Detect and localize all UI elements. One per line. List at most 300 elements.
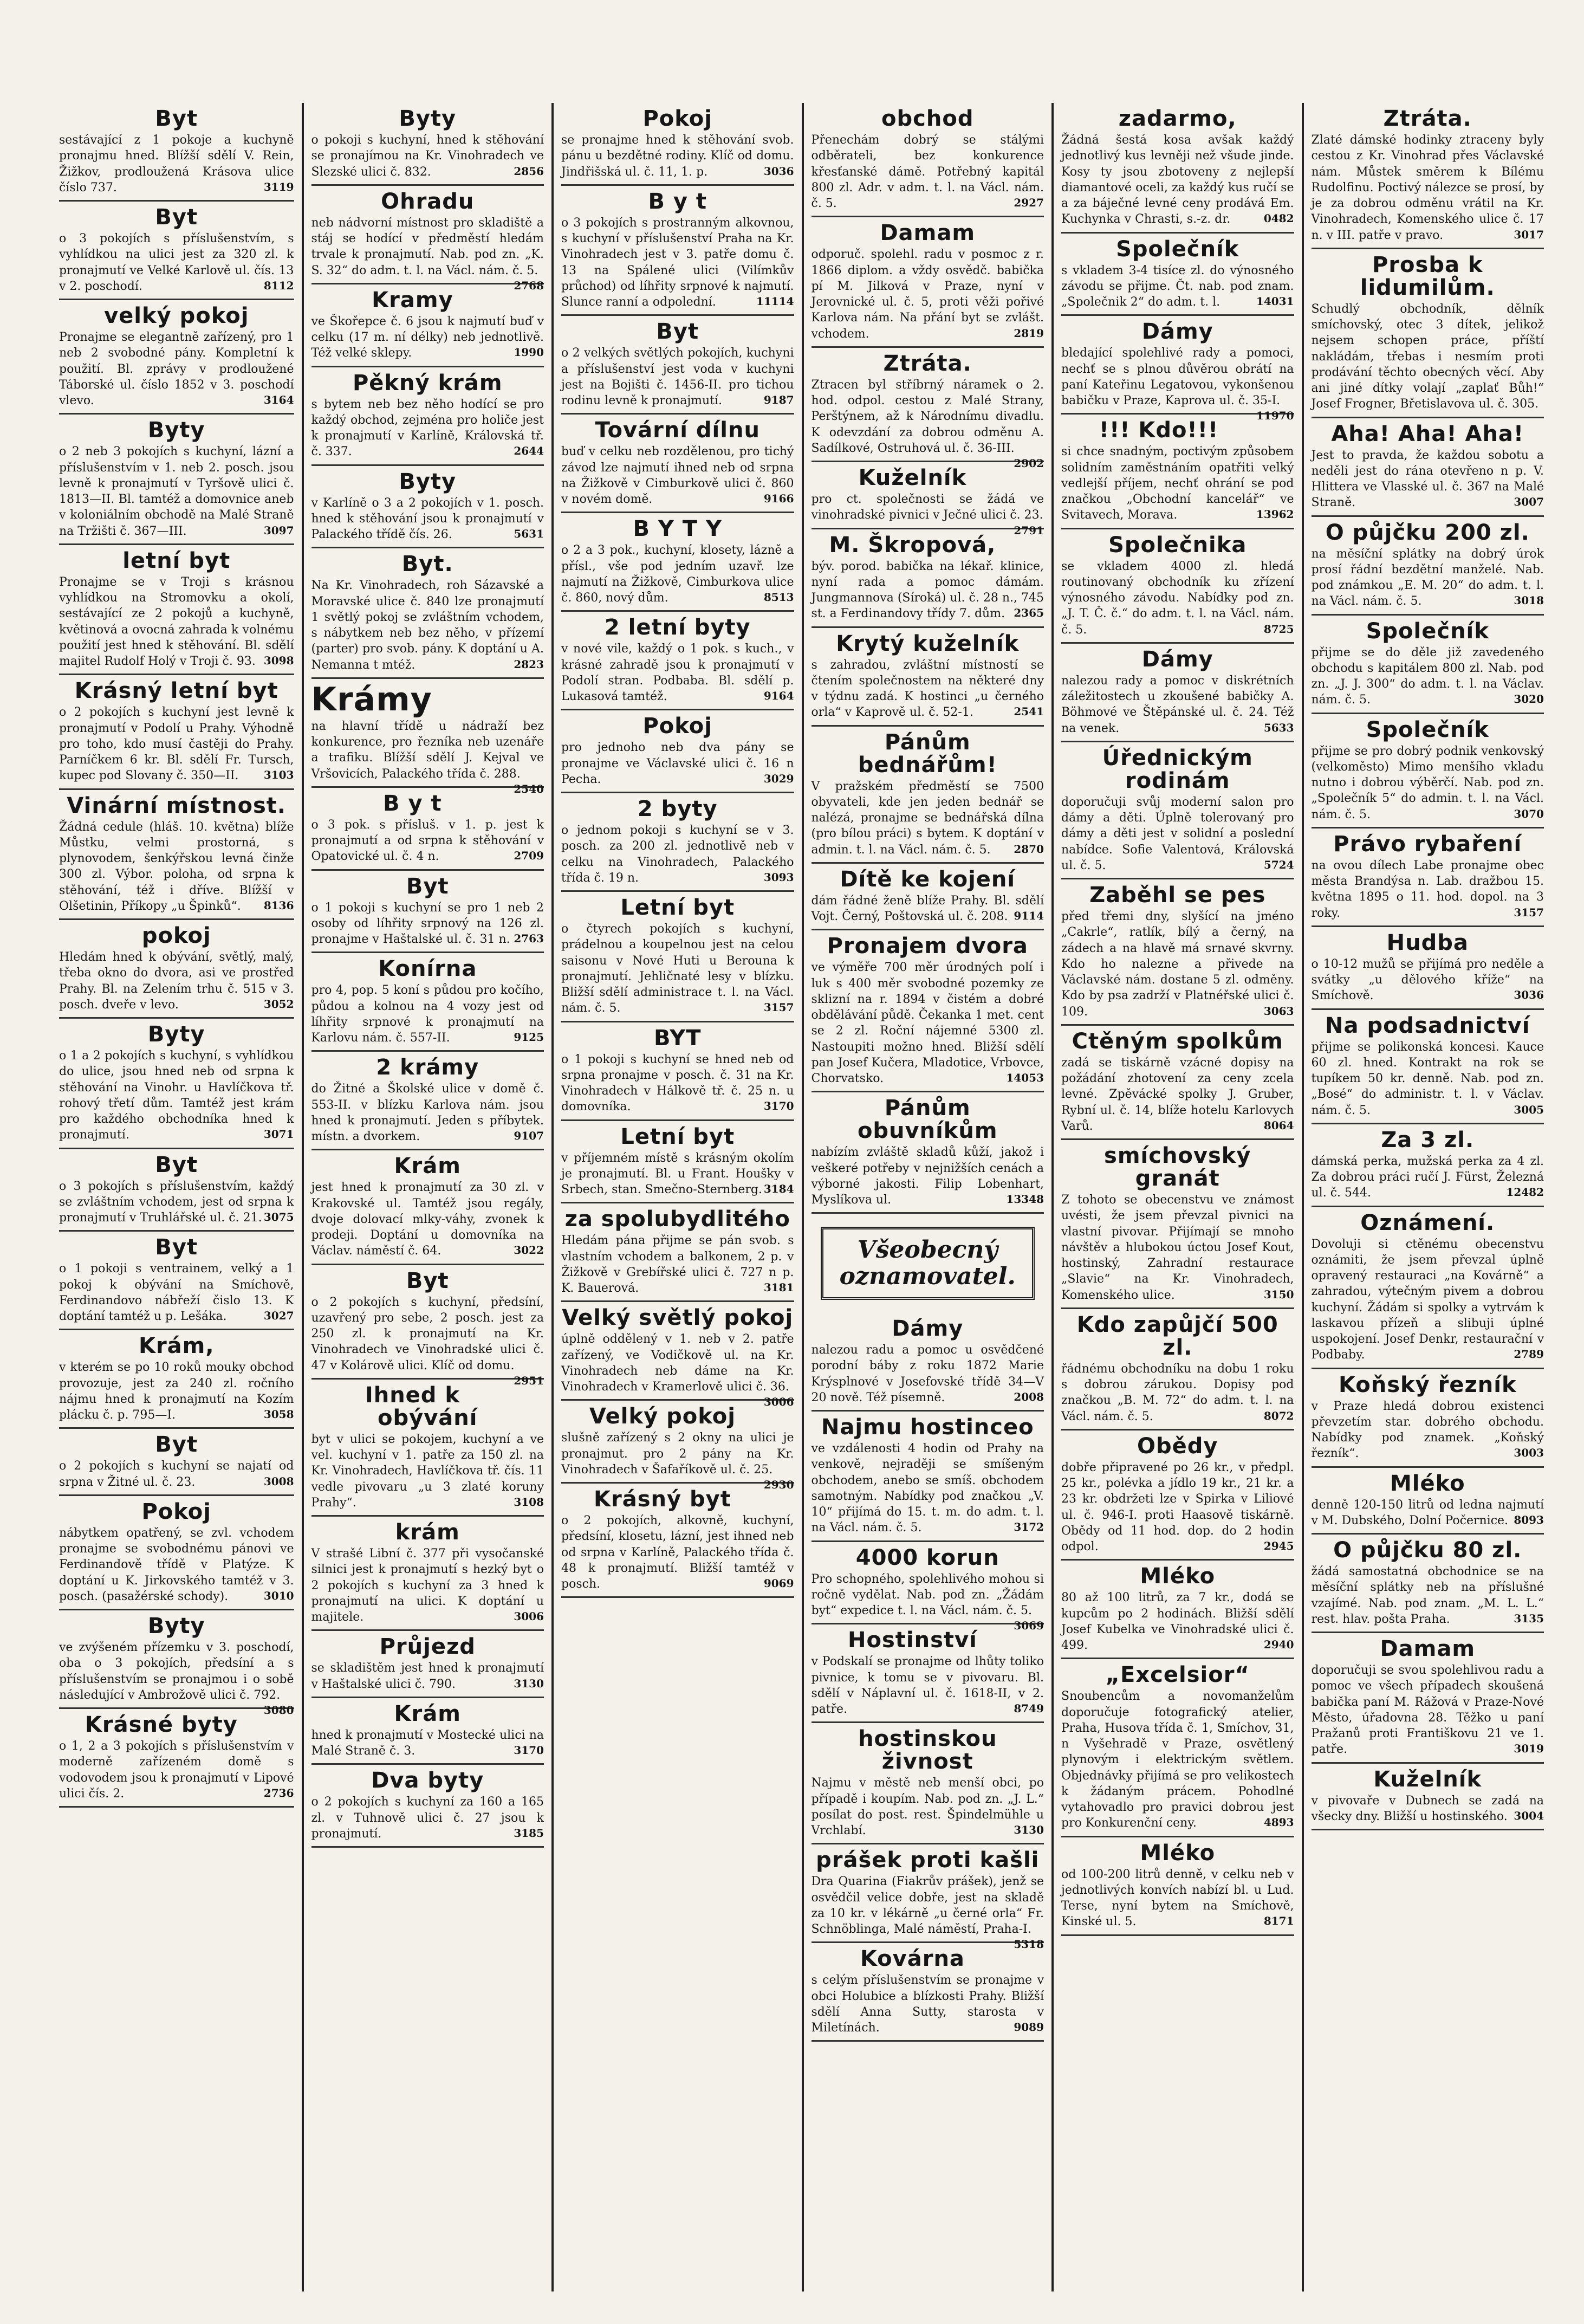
ad-title: Kovárna (860, 1946, 965, 1972)
ad-title: Krámy (311, 680, 432, 718)
classified-ad (59, 300, 294, 415)
classified-ad (1312, 1535, 1544, 1633)
classified-ad (561, 612, 794, 710)
ad-text (561, 215, 794, 310)
ad-title: Byt. (401, 552, 453, 577)
ad-title: Krásné byty (85, 1712, 238, 1737)
ad-code: 0482 (1263, 212, 1294, 225)
ad-title: Průjezd (379, 1634, 476, 1660)
classified-ad (561, 103, 794, 186)
ad-title: Pánům obuvníkům (857, 1096, 998, 1144)
ad-title: M. Škropová, (829, 532, 996, 558)
ad-code: 2945 (1263, 1539, 1294, 1552)
ad-body: o čtyrech pokojích s kuchyní, prádelnou a koupelnou jest na celou saisonu v Nové Huti u Berouna k pronajmutí. Jehličnaté lesy v blízku. Bližší sdělí administrace t. l. na Václ. nám. č. 5. (561, 922, 794, 1015)
ad-text (311, 982, 544, 1046)
ad-text (311, 1794, 544, 1842)
ads-columns (51, 103, 1551, 2291)
ad-text (59, 1738, 294, 1802)
ad-code: 3170 (763, 1099, 794, 1113)
ad-code: 9089 (1014, 2021, 1044, 2034)
classified-ad (561, 892, 794, 1022)
ad-title: Ctěným spolkům (1072, 1028, 1283, 1054)
ad-text (561, 823, 794, 886)
ad-text (561, 1331, 794, 1409)
ad-text (1061, 1055, 1294, 1134)
classified-ad (311, 186, 544, 292)
ad-body: Pronajme se v Troji s krásnou vyhlídkou na Stromovku a okolí, sestávající ze 2 pokojů a kuchyně, květinová a ovocná zahrada k volnému použití jest hned k stěhování. Bl. sdělí majitel Rudolf Holý v Troji č. 93. (59, 575, 294, 668)
ad-body: Z tohoto se obecenstvu ve známost uvésti, že jsem převzal pivnici na vlastní pivovar. Přijímají se mnoho návštěv a hlubokou úctou Josef Kout, hostinský, Zahradní restaurace „Slavie“ na Kr. Vinohradech, Komenského ulice. (1061, 1193, 1294, 1302)
ad-text (1312, 132, 1544, 243)
classified-ad (1312, 418, 1544, 517)
ad-code: 8513 (763, 591, 794, 604)
ads-column-2 (302, 103, 552, 2291)
ad-body: nábytkem opatřený, se zvl. vchodem pronajme se svobodnému pánovi ve Ferdinandově třídě v Platýze. K doptání u K. Jirkovského tamtéž v 3. posch. (pasažérské schody). (59, 1526, 294, 1603)
ad-body: sestávající z 1 pokoje a kuchyně pronajmu hned. Blížší sdělí V. Rein, Žižkov, prodloužená Krásova ulice číslo 737. (59, 133, 294, 195)
ad-text (1312, 1497, 1544, 1529)
classified-ad (1061, 1430, 1294, 1561)
ad-code: 3130 (1014, 1823, 1044, 1837)
ad-body: o 3 pok. s přísluš. v 1. p. jest k pronajmutí a od srpna k stěhování v Opatovické ul. č. 4 n. (311, 818, 544, 864)
ad-body: buď v celku neb rozdělenou, pro tichý závod lze najmutí ihned neb od srpna na Žižkově v Cimburkově ulici č. 860 v novém domě. (561, 445, 794, 506)
ad-title: Damam (880, 221, 976, 246)
classified-ad (1061, 742, 1294, 879)
classified-ad (59, 1232, 294, 1330)
ad-text (1061, 1688, 1294, 1831)
ad-text (561, 542, 794, 606)
ad-body: se pronajme hned k stěhování svob. pánu u bezdětné rodiny. Klíč od domu. Jindřišská ul. č. 11, 1. p. (561, 133, 794, 179)
classified-ad (1061, 644, 1294, 742)
ad-code: 2709 (514, 849, 544, 863)
ad-title: B y t (383, 791, 442, 816)
ad-body: na ovou dílech Labe pronajme obec města Brandýsa n. Lab. dražbou 15. května 1895 o 11. hod. dopol. na 3 roky. (1311, 858, 1544, 920)
ad-code: 2008 (1014, 1390, 1044, 1403)
ad-text (59, 329, 294, 409)
classified-ad (1312, 103, 1544, 249)
ad-text (311, 1081, 544, 1144)
ad-title: Hudba (1386, 930, 1469, 955)
classified-ad (561, 1022, 794, 1121)
ad-text (561, 1233, 794, 1296)
ad-code: 13348 (1006, 1193, 1044, 1206)
classified-ad (1061, 879, 1294, 1026)
ad-text (1061, 673, 1294, 736)
classified-ad (311, 103, 544, 186)
ad-body: Hledám hned k obývání, světlý, malý, třeba okno do dvora, asi ve prostřed Prahy. Bl. na Zelením trhu č. 515 v 3. posch. dveře v levo. (59, 950, 294, 1012)
ad-body: v příjemném místě s krásným okolím je pronajmutí. Bl. u Frant. Houšky v Srbech, stan. Smečno-Sternberg. (561, 1151, 794, 1196)
ad-text (1312, 1237, 1544, 1363)
classified-ad (311, 466, 544, 549)
classified-ad (561, 1484, 794, 1598)
ad-code: 2951 (514, 1374, 544, 1387)
ad-code: 3029 (763, 772, 794, 785)
ad-title: O půjčku 200 zl. (1325, 520, 1530, 545)
ad-text (311, 1294, 544, 1387)
classified-ad (1312, 1764, 1544, 1831)
ad-title: zadarmo, (1118, 106, 1237, 131)
ad-title: „Excelsior“ (1105, 1662, 1250, 1688)
ad-text (59, 1458, 294, 1490)
ad-body: doporučuji svůj moderní salon pro dámy a děti. Úplně tolerovaný pro dámy a děti jest v solidní a poslední nabídce. Sofie Valentová, Královská ul. č. 5. (1061, 795, 1294, 872)
classified-ad (311, 1698, 544, 1765)
classified-ad (1312, 1124, 1544, 1207)
ad-code: 3071 (263, 1128, 294, 1141)
classified-ad (59, 103, 294, 202)
ad-title: obchod (881, 106, 974, 131)
ad-body: hned k pronajmutí v Mostecké ulici na Malé Straně č. 3. (311, 1728, 544, 1758)
ad-text (311, 397, 544, 460)
ad-code: 11114 (756, 295, 794, 308)
ad-text (59, 132, 294, 196)
ad-body: o 3 pokojích s příslušenstvím, s vyhlídkou na ulici jest za 320 zl. k pronajmutí ve Velké Karlově ul. čís. 13 v 2. poschodí. (59, 232, 294, 293)
ad-body: denně 120-150 litrů od ledna najmutí v M. Dubského, Dolní Počernice. (1311, 1498, 1544, 1527)
ad-text (311, 1432, 544, 1511)
classified-ad (311, 1631, 544, 1698)
ad-title: hostinskou živnost (858, 1726, 997, 1775)
ad-title: Obědy (1137, 1433, 1218, 1459)
ad-title: prášek proti kašli (816, 1848, 1040, 1873)
ad-code: 1990 (514, 346, 544, 359)
ad-text (812, 132, 1044, 211)
classified-ad (561, 1401, 794, 1491)
ad-text (812, 1144, 1044, 1208)
ad-title: Pronajem dvora (827, 934, 1028, 959)
classified-ad (1061, 1561, 1294, 1659)
ad-code: 9069 (763, 1577, 794, 1590)
classified-ad (1061, 1837, 1294, 1936)
classified-ad (59, 675, 294, 789)
ad-code: 3135 (1514, 1611, 1544, 1625)
ad-body: na měsíční splátky na dobrý úrok prosí řádní bezdětní manželé. Nab. pod známkou „E. M. 20“ do adm. t. l. na Václ. nám. č. 5. (1311, 547, 1544, 608)
ad-title: Kuželník (858, 465, 967, 490)
ad-body: nalezou radu a pomoc u osvědčené porodní báby z roku 1872 Marie Krýsplnové v Josefovské třídě 34—V 20 nově. Též písemně. (811, 1343, 1044, 1404)
ad-body: nalezou rady a pomoc v diskrétních záležitostech u zkoušené babičky A. Böhmové ve Štěpánské ul. č. 24. Též na venek. (1061, 674, 1294, 735)
ad-text (1312, 743, 1544, 823)
ad-code: 12482 (1506, 1186, 1544, 1199)
classified-ad (812, 930, 1044, 1092)
ad-text (1312, 1399, 1544, 1462)
ad-title: Byty (147, 418, 205, 443)
classified-ad (812, 864, 1044, 931)
boxed-notice-line1: Všeobecný (857, 1236, 998, 1264)
ad-text (1312, 1564, 1544, 1627)
ad-text (59, 231, 294, 294)
ad-code: 2540 (514, 782, 544, 795)
ad-body: odporuč. spolehl. radu v posmoc z r. 1866 diplom. a vždy osvědč. babička pí M. Jilková v Praze, nyní v Jerovnické ul. č. 5, proti věži pořivé Karlova nám. Na přání byt se zvlášt. vchodem. (811, 248, 1044, 341)
ad-text (311, 900, 544, 948)
ad-text (1061, 1590, 1294, 1653)
ad-code: 5633 (1263, 721, 1294, 734)
ad-code: 2870 (1014, 842, 1044, 856)
ad-title: Byt (155, 1152, 198, 1177)
ad-title: letní byt (122, 548, 231, 573)
ad-title: Mléko (1140, 1840, 1216, 1866)
ad-code: 9164 (763, 689, 794, 702)
classified-ad (59, 1610, 294, 1717)
classified-ad (1061, 103, 1294, 234)
classified-ad (311, 1765, 544, 1848)
ad-title: Krám (394, 1154, 461, 1179)
classified-ad (561, 1121, 794, 1204)
ad-text (561, 1513, 794, 1592)
ad-code: 3069 (1014, 1619, 1044, 1633)
ad-body: s zahradou, zvláštní místností se čtením společnostem na některé dny v týdnu zadá. K hostinci „u černého orla“ v Kaprově ul. č. 52-1. (811, 658, 1044, 720)
classified-ad (1312, 1010, 1544, 1124)
classified-ad (561, 710, 794, 793)
ad-title: !!! Kdo!!! (1099, 418, 1219, 443)
ad-text (311, 817, 544, 865)
ad-code: 3004 (1514, 1809, 1544, 1822)
ad-body: Pronajme se elegantně zařízený, pro 1 neb 2 svobodné pány. Kompletní k použití. Bl. zprávy v prodloužené Táborské ul. číslo 1852 v 3. poschodí vlevo. (59, 331, 294, 407)
ad-text (812, 1775, 1044, 1839)
ad-body: o 1 pokoji s kuchyní se pro 1 neb 2 osoby od líhřity srpnový na 126 zl. pronajme v Haštalské ul. č. 31 n. (311, 901, 544, 947)
ad-code: 2365 (1014, 606, 1044, 620)
classified-ad (1312, 828, 1544, 927)
ad-text (1061, 132, 1294, 228)
classified-ad (59, 1330, 294, 1429)
ad-body: žádá samostatná obchodnice se na měsíční splátky neb na příslušné vzajímé. Nab. pod znam. „M. L. L.“ rest. hlav. pošta Praha. (1311, 1565, 1544, 1626)
classified-ad (811, 348, 1044, 470)
ad-title: Damam (1380, 1636, 1476, 1661)
classified-ad (812, 529, 1044, 628)
ad-code: 3150 (1263, 1287, 1294, 1301)
ad-text (812, 657, 1044, 721)
ad-body: si chce snadným, poctivým způsobem solidním zaměstnáním opatřiti velký vedlejší příjem, nechť ohrání se pod značkou „Obchodní kancelář“ ve Svitavech, Morava. (1061, 445, 1294, 522)
ad-text (812, 893, 1044, 925)
ad-body: dobře připravené po 26 kr., v předpl. 25 kr., polévka a jídlo 19 kr., 21 kr. a 23 kr. obdržeti lze v Spirka v Liliové ul. č. 946-I. proti Haasově tiskárně. Obědy od 11 hod. dop. do 2 hodin odpol. (1061, 1460, 1294, 1553)
ad-text (59, 444, 294, 539)
ad-text (561, 444, 794, 507)
ad-text (1061, 1867, 1294, 1930)
classified-ad (59, 1496, 294, 1610)
ad-text (561, 921, 794, 1017)
ad-code: 8136 (263, 898, 294, 912)
ad-code: 3018 (1514, 594, 1544, 607)
ad-body: o 3 pokojích s prostranným alkovnou, s kuchyní v příslušenství Praha na Kr. Vinohradech jest v 3. patře domu č. 13 na Spálené ulici (Vilímkův průchod) od líhřity srpnové k najmutí. Slunce ranní a odpolední. (561, 216, 794, 309)
ad-text (1312, 448, 1544, 511)
ad-code: 3075 (263, 1210, 294, 1224)
ad-code: 2902 (1014, 457, 1044, 470)
ad-body: na hlavní třídě u nádraží bez konkurence, pro řezníka neb uzenáře a trafiku. Blížší sdělí J. Kejval ve Vršovicích, Palackého třída č. 288. (311, 719, 544, 781)
ad-title: Byty (399, 106, 457, 131)
ad-title: Kdo zapůjčí 500 zl. (1076, 1312, 1278, 1360)
ad-text (812, 779, 1044, 858)
classified-ad (561, 1302, 794, 1409)
ad-code: 2927 (1014, 196, 1044, 209)
classified-ad (59, 1429, 294, 1496)
ad-title: krám (395, 1520, 460, 1545)
ad-body: v nové vile, každý o 1 pok. s kuch., v krásné zahradě jsou k pronajmutí v Podolí stran. Podbaba. Bl. sdělí p. Lukasová tamtéž. (561, 642, 794, 703)
classified-ad (311, 1265, 544, 1387)
ad-text (811, 1571, 1044, 1633)
ad-body: o 2 pokojích s kuchyní jest levně k pronajmutí v Podolí u Prahy. Výhodně pro toho, kdo musí častěji do Prahy. Parníčkem 6 kr. Bl. sdělí Fr. Tursch, kupec pod Slovany č. 350—II. (59, 705, 294, 783)
ad-text (1312, 1039, 1544, 1118)
ad-body: o 2 pokojích s kuchyní se najatí od srpna v Žitné ul. č. 23. (59, 1459, 294, 1489)
ad-text (1061, 263, 1294, 310)
ad-title: Byt (155, 1432, 198, 1458)
ad-text (59, 819, 294, 915)
ad-body: Žádná cedule (hláš. 10. května) blíže Můstku, velmi prostorná, s plynovodem, šenkýřskou levná činže 300 zl. Výbor. poloha, od srpna k stěhování, též i dříve. Blížší v Olšetinin, Příkopy „u Špinků“. (59, 820, 294, 913)
ads-column-1 (51, 103, 302, 2291)
ad-text (1312, 301, 1544, 412)
ad-code: 9114 (1014, 909, 1044, 922)
ad-code: 5631 (514, 527, 544, 540)
classified-ad (1312, 1369, 1544, 1468)
ad-code: 2940 (1263, 1638, 1294, 1651)
ad-title: Krásný byt (594, 1487, 731, 1512)
ad-title: Krytý kuželník (836, 631, 1020, 656)
ad-title: Ohradu (381, 189, 475, 214)
ad-body: ve vzdálenosti 4 hodin od Prahy na venkově, nejraději se smíšeným obchodem, anebo se smíš. obchodem samotným. Nabídky pod značkou „V. 10“ přijímá do 15. t. m. do adm. t. l. na Václ. nám. č. 5. (811, 1442, 1044, 1535)
ad-body: úplně oddělený v 1. neb v 2. patře zařízený, ve Vodičkově ul. na Kr. Vinohradech neb dáme na Kr. Vinohradech v Kramerlově ulici č. 36. (561, 1332, 794, 1394)
ad-title: Krám, (138, 1333, 215, 1359)
ad-body: o 10-12 mužů se přijímá pro neděle a svátky „u dělového kříže“ na Smíchově. (1311, 957, 1544, 1003)
classified-ad (561, 415, 794, 513)
ad-title: Pokoj (642, 714, 712, 739)
ad-body: Snoubencům a novomanželům doporučuje fotografický atelier, Praha, Husova třída č. 1, Smíchov, 31, n Vyšehradě v Praze, osvětlený plynovým i elektrickým světlem. Objednávky přijímá se pro velikostech k žádaným prácem. Pohodlné vytahovadlo pro pravici dobrou jest pro Konkurenční ceny. (1061, 1689, 1294, 1830)
ad-code: 3058 (263, 1408, 294, 1421)
ad-title: Hostinství (848, 1628, 977, 1653)
ad-body: přijme se do děle již zavedeného obchodu s kapitálem 800 zl. Nab. pod zn. „J. J. 300“ do adm. t. l. na Václav. nám. č. 5. (1311, 645, 1544, 707)
ad-code: 3070 (1514, 807, 1544, 820)
ad-text (1312, 1662, 1544, 1758)
classified-ad (1061, 1659, 1294, 1837)
ad-code: 3063 (1263, 1004, 1294, 1018)
ad-text (59, 1525, 294, 1604)
ad-title: Byt (406, 1268, 449, 1293)
ad-text (59, 1261, 294, 1324)
ad-code: 3006 (514, 1610, 544, 1623)
classified-ad (1312, 927, 1544, 1010)
ad-body: Najmu v městě neb menší obci, po případě i koupím. Nab. pod zn. „J. L.“ posílat do post. rest. Špindelmühle u Vrchlabí. (811, 1776, 1044, 1838)
ad-code: 14031 (1256, 295, 1294, 308)
ad-body: s vkladem 3-4 tisíce zl. do výnosného závodu se přijme. Čt. nab. pod znam. „Společnik 2“ do adm. t. l. (1061, 263, 1294, 309)
ad-text (311, 1660, 544, 1692)
classified-ad (311, 1150, 544, 1265)
ad-body: ve zvýšeném přízemku v 3. poschodí, oba o 3 pokojích, předsíní a s příslušenstvím se pronajmou i o sobě následující v Ambrožově ulici č. 792. (59, 1641, 294, 1702)
ad-body: Jest to pravda, že každou sobotu a neděli jest do rána otevřeno n p. V. Hlittera ve Vlasské ul. č. 367 na Malé Straně. (1311, 448, 1544, 510)
ad-text (811, 377, 1044, 470)
ad-title: Byt (155, 106, 198, 131)
ad-text (811, 1874, 1044, 1951)
ad-title: Krám (394, 1701, 461, 1726)
ad-code: 14053 (1006, 1071, 1044, 1084)
ad-code: 2541 (1014, 705, 1044, 718)
ad-code: 3003 (1514, 1446, 1544, 1460)
ad-text (812, 1654, 1044, 1717)
ad-body: Zlaté dámské hodinky ztraceny byly cestou z Kr. Vinohrad přes Václavské nám. Můstek směrem k Bílému Rudolfinu. Poctivý nálezce se prosí, by je za dobrou odměnu vrátil na Kr. Vinohradech, Komenského ulice č. 17 n. v III. patře v pravo. (1311, 133, 1544, 242)
classified-ad (812, 1624, 1044, 1723)
ad-body: s celým příslušenstvím se pronajme v obci Holubice a blízkosti Prahy. Bližší sdělí Anna Sutty, starosta v Miletínách. (811, 1973, 1044, 2035)
classified-ad (311, 953, 544, 1052)
ad-body: do Žitné a Školské ulice v domě č. 553-II. v blízku Karlova nám. jsou hned k pronajmutí. Jeden s příbytek. místn. a dvorkem. (311, 1082, 544, 1144)
ad-text (561, 1150, 794, 1198)
ad-title: Ihned k obývání (365, 1382, 478, 1430)
ad-code: 2791 (1014, 523, 1044, 537)
classified-ad (1061, 234, 1294, 316)
ad-title: Letní byt (620, 895, 735, 920)
classified-ad (1312, 1633, 1544, 1764)
ad-title: Konírna (378, 956, 477, 982)
ad-title: Pěkný krám (352, 370, 503, 396)
ad-code: 3170 (514, 1744, 544, 1757)
ad-text (561, 345, 794, 409)
ad-title: Byt (155, 1235, 198, 1260)
ad-code: 3157 (763, 1001, 794, 1014)
ad-code: 9107 (514, 1129, 544, 1143)
ad-text (311, 1727, 544, 1759)
ads-column-3 (551, 103, 802, 2291)
classified-ad (812, 217, 1044, 348)
ad-code: 3172 (1014, 1520, 1044, 1534)
ad-body: o pokoji s kuchyní, hned k stěhování se pronajímou na Kr. Vinohradech ve Slezské ulici č. 832. (311, 133, 544, 179)
ad-body: v pivovaře v Dubnech se zadá na všecky dny. Bližší u hostinského. (1311, 1794, 1544, 1823)
ad-text (59, 1179, 294, 1226)
ad-body: od 100-200 litrů denně, v celku neb v jednotlivých konvích nabízí bl. u Lud. Terse, nyní bytem na Smíchově, Kinské ul. 5. (1061, 1867, 1294, 1929)
ad-body: Ztracen byl stříbrný náramek o 2. hod. odpol. cestou z Malé Strany, Perštýnem, až k Národnímu divadlu. K odevzdání za dobrou odměnu A. Sadílkové, Ostruhová ul. č. 36-III. (811, 378, 1044, 455)
ad-title: Oznámení. (1360, 1210, 1495, 1235)
ad-body: bledající spolehlivé rady a pomoci, nechť se s plnou důvěrou obrátí na paní Kateřinu Legatovou, vykonšenou babičku v Praze, Kaprova ul. č. 35-I. (1061, 346, 1294, 407)
ad-title: BYT (653, 1025, 702, 1051)
ad-code: 2768 (514, 279, 544, 292)
ad-code: 3119 (263, 180, 294, 193)
ad-body: 80 až 100 litrů, za 7 kr., dodá se kupcům po 2 hodinách. Bližší sdělí Josef Kubelka ve Vinohradské ulici č. 499. (1061, 1591, 1294, 1652)
ad-code: 3017 (1514, 228, 1544, 241)
ad-code: 3097 (263, 523, 294, 537)
ad-text (561, 740, 794, 787)
ad-text (311, 578, 544, 673)
ad-body: o 1, 2 a 3 pokojích s příslušenstvím v moderně zařízeném domě s vodovodem jsou k pronajmutí v Lipové ulici čís. 2. (59, 1739, 294, 1801)
ad-code: 2763 (514, 932, 544, 946)
ad-title: Koňský řezník (1338, 1372, 1517, 1397)
ad-body: Přenechám dobrý se stálými odběrateli, bez konkurence křesťanské dámě. Potřebný kapitál 800 zl. Adr. v adm. t. l. na Václ. nám. č. 5. (811, 133, 1044, 210)
ad-body: Pro schopného, spolehlivého mohou si ročně vydělat. Nab. pod zn. „Žádám byt“ expedice t. l. na Václ. nám. č. 5. (811, 1572, 1044, 1618)
ad-text (812, 1441, 1044, 1536)
ad-title: smíchovský granát (1104, 1143, 1251, 1191)
classified-ad (311, 788, 544, 871)
ad-text (1061, 1192, 1294, 1303)
ad-text (812, 247, 1044, 342)
ad-body: řádnému obchodníku na dobu 1 roku s dobrou zárukou. Dopisy pod značkou „B. M. 72“ do adm. t. l. na Václ. nám. č. 5. (1061, 1362, 1294, 1423)
ads-column-6 (1302, 103, 1552, 2291)
ad-text (59, 574, 294, 670)
ad-body: o 1 pokoji s ventrainem, velký a 1 pokoj k obývání na Smíchově, Ferdinandovo nábřeží čislo 13. K doptání tamtéž u p. Lešáka. (59, 1262, 294, 1323)
classified-ad (1061, 1140, 1294, 1309)
ad-text (561, 1430, 794, 1491)
ad-code: 2930 (763, 1478, 794, 1491)
ad-text (1312, 645, 1544, 708)
ad-title: Právo rybaření (1333, 831, 1522, 857)
ad-text (1061, 444, 1294, 523)
classified-ad (311, 1380, 544, 1517)
ad-code: 3007 (1514, 495, 1544, 509)
ad-text (1312, 546, 1544, 610)
ads-column-5 (1051, 103, 1302, 2291)
ad-code: 3010 (263, 1589, 294, 1602)
ad-code: 3008 (263, 1474, 294, 1488)
ad-title: Velký pokoj (589, 1404, 736, 1429)
ad-title: Kuželník (1373, 1766, 1482, 1792)
ad-code: 3052 (263, 997, 294, 1011)
classified-ad (311, 1052, 544, 1150)
ad-title: pokoj (141, 923, 211, 948)
boxed-notice (821, 1227, 1035, 1300)
ad-title: Mléko (1140, 1564, 1216, 1589)
ad-code: 3036 (1514, 988, 1544, 1002)
ad-code: 3157 (1514, 905, 1544, 919)
ad-code: 2819 (1014, 326, 1044, 340)
ad-body: slušně zařízený s 2 okny na ulici je pronajmut. pro 2 pány na Kr. Vinohradech v Šafaříkově ul. č. 25. (561, 1431, 794, 1477)
boxed-notice-line2: oznamovatel. (839, 1262, 1016, 1290)
